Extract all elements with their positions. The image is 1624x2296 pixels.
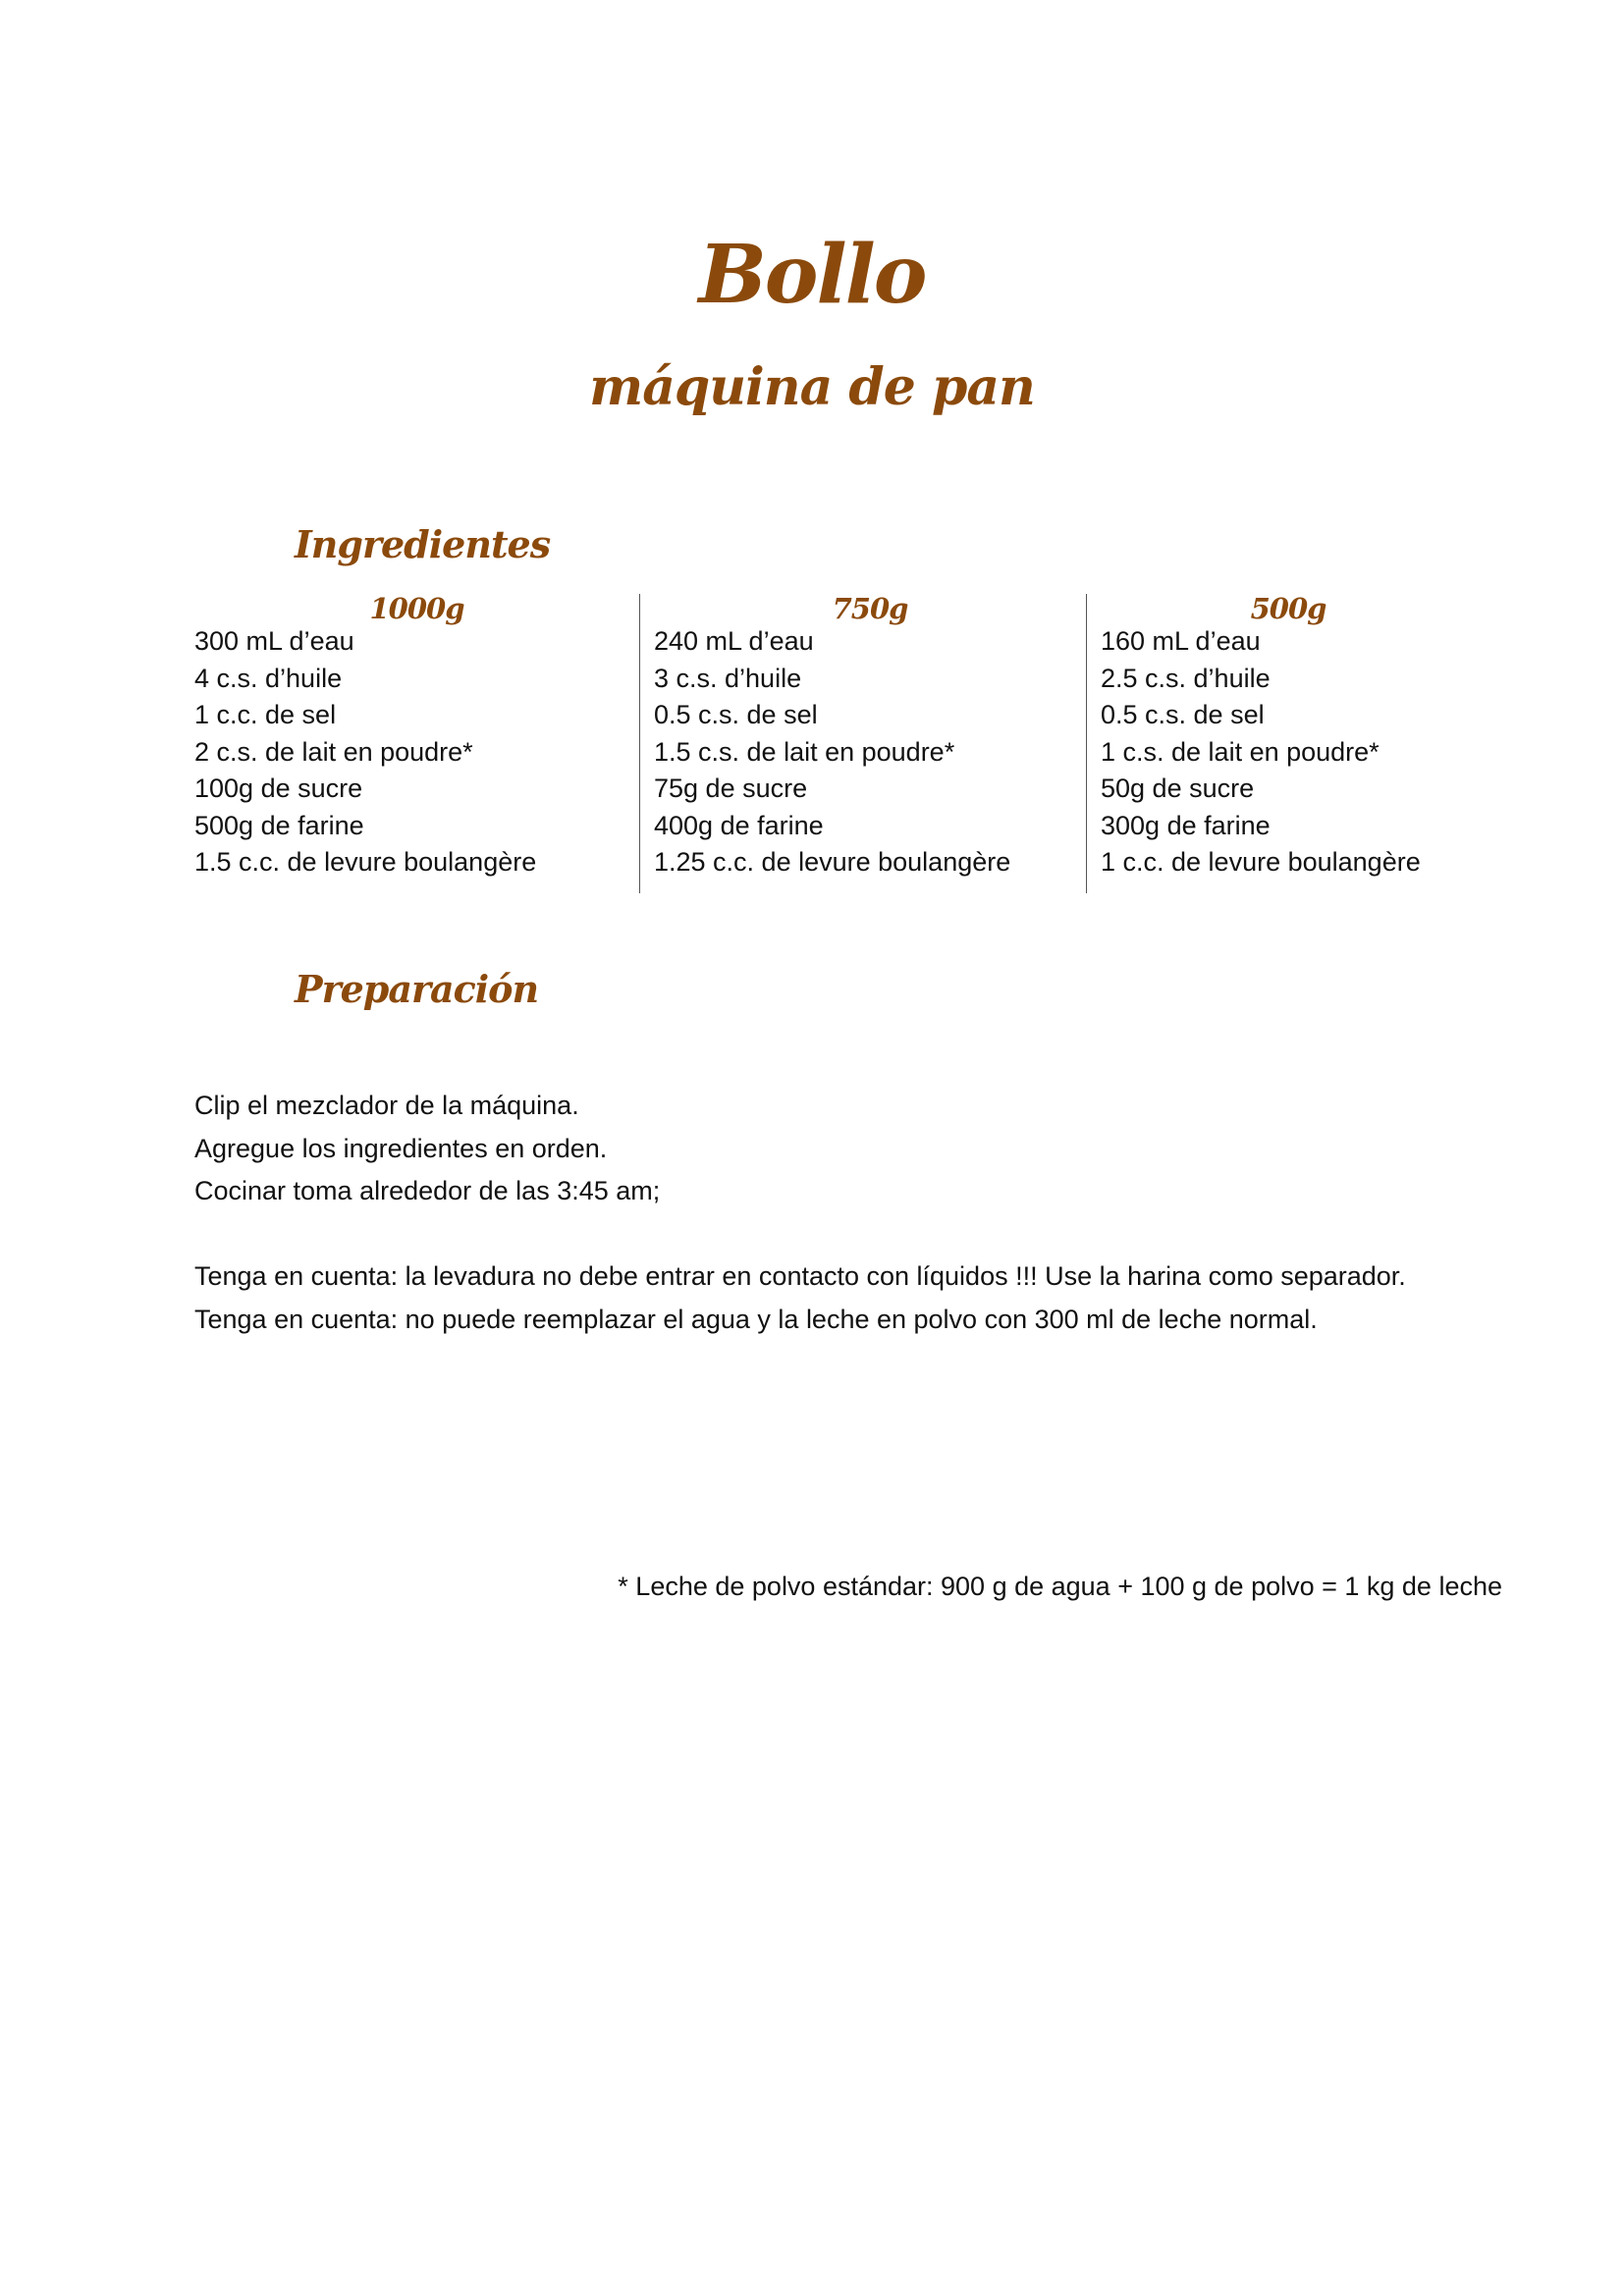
ingredient-item: 3 c.s. d’huile (654, 663, 802, 693)
ingredient-item: 1 c.c. de sel (194, 700, 337, 729)
ingredient-item: 1.25 c.c. de levure boulangère (654, 847, 1011, 877)
ingredient-item: 1.5 c.s. de lait en poudre* (654, 736, 955, 767)
ingredient-item: 75g de sucre (654, 774, 808, 803)
ingredient-item: 2 c.s. de lait en poudre* (194, 736, 473, 767)
ingredient-item: 240 mL d’eau (654, 626, 814, 656)
preparation-step: Cocinar toma alrededor de las 3:45 am; (194, 1176, 661, 1205)
column-header: 750g (832, 592, 908, 625)
ingredient-list (194, 623, 639, 881)
preparation-body (194, 1085, 1530, 1341)
preparation-note: Tenga en cuenta: la levadura no debe entrar en contacto con líquidos !!! Use la harina como separador. (194, 1261, 1406, 1291)
ingredient-item: 0.5 c.s. de sel (654, 700, 818, 729)
preparation-step: Clip el mezclador de la máquina. (194, 1091, 579, 1120)
preparation-note: Tenga en cuenta: no puede reemplazar el agua y la leche en polvo con 300 ml de leche normal. (194, 1304, 1318, 1334)
column-header: 1000g (369, 592, 464, 625)
ingredient-item: 400g de farine (654, 810, 824, 840)
ingredient-item: 2.5 c.s. d’huile (1101, 663, 1271, 693)
ingredients-table (194, 594, 1476, 893)
recipe-subtitle: máquina de pan (589, 357, 1035, 417)
recipe-title: Bollo (698, 228, 926, 322)
ingredient-item: 1.5 c.c. de levure boulangère (194, 847, 537, 877)
ingredient-item: 300g de farine (1101, 810, 1271, 840)
ingredient-item: 50g de sucre (1101, 774, 1255, 803)
ingredient-item: 500g de farine (194, 810, 364, 840)
ingredient-list (1101, 623, 1476, 881)
column-header: 500g (1250, 592, 1326, 625)
ingredients-column-1000g (194, 594, 639, 893)
ingredient-item: 300 mL d’eau (194, 626, 354, 656)
ingredient-item: 4 c.s. d’huile (194, 663, 343, 693)
ingredients-column-750g (639, 594, 1086, 893)
footnote: * Leche de polvo estándar: 900 g de agua + 100 g de polvo = 1 kg de leche (618, 1572, 1502, 1601)
ingredient-item: 160 mL d’eau (1101, 626, 1261, 656)
preparation-heading: Preparación (295, 967, 539, 1011)
ingredient-item: 100g de sucre (194, 774, 363, 803)
paragraph-gap (194, 1213, 1530, 1256)
ingredient-list (654, 623, 1086, 881)
ingredient-item: 0.5 c.s. de sel (1101, 700, 1265, 729)
ingredient-item: 1 c.s. de lait en poudre* (1101, 736, 1380, 767)
preparation-step: Agregue los ingredientes en orden. (194, 1133, 608, 1163)
ingredients-heading: Ingredientes (295, 522, 551, 566)
ingredient-item: 1 c.c. de levure boulangère (1101, 847, 1421, 877)
ingredients-column-500g (1086, 594, 1476, 893)
